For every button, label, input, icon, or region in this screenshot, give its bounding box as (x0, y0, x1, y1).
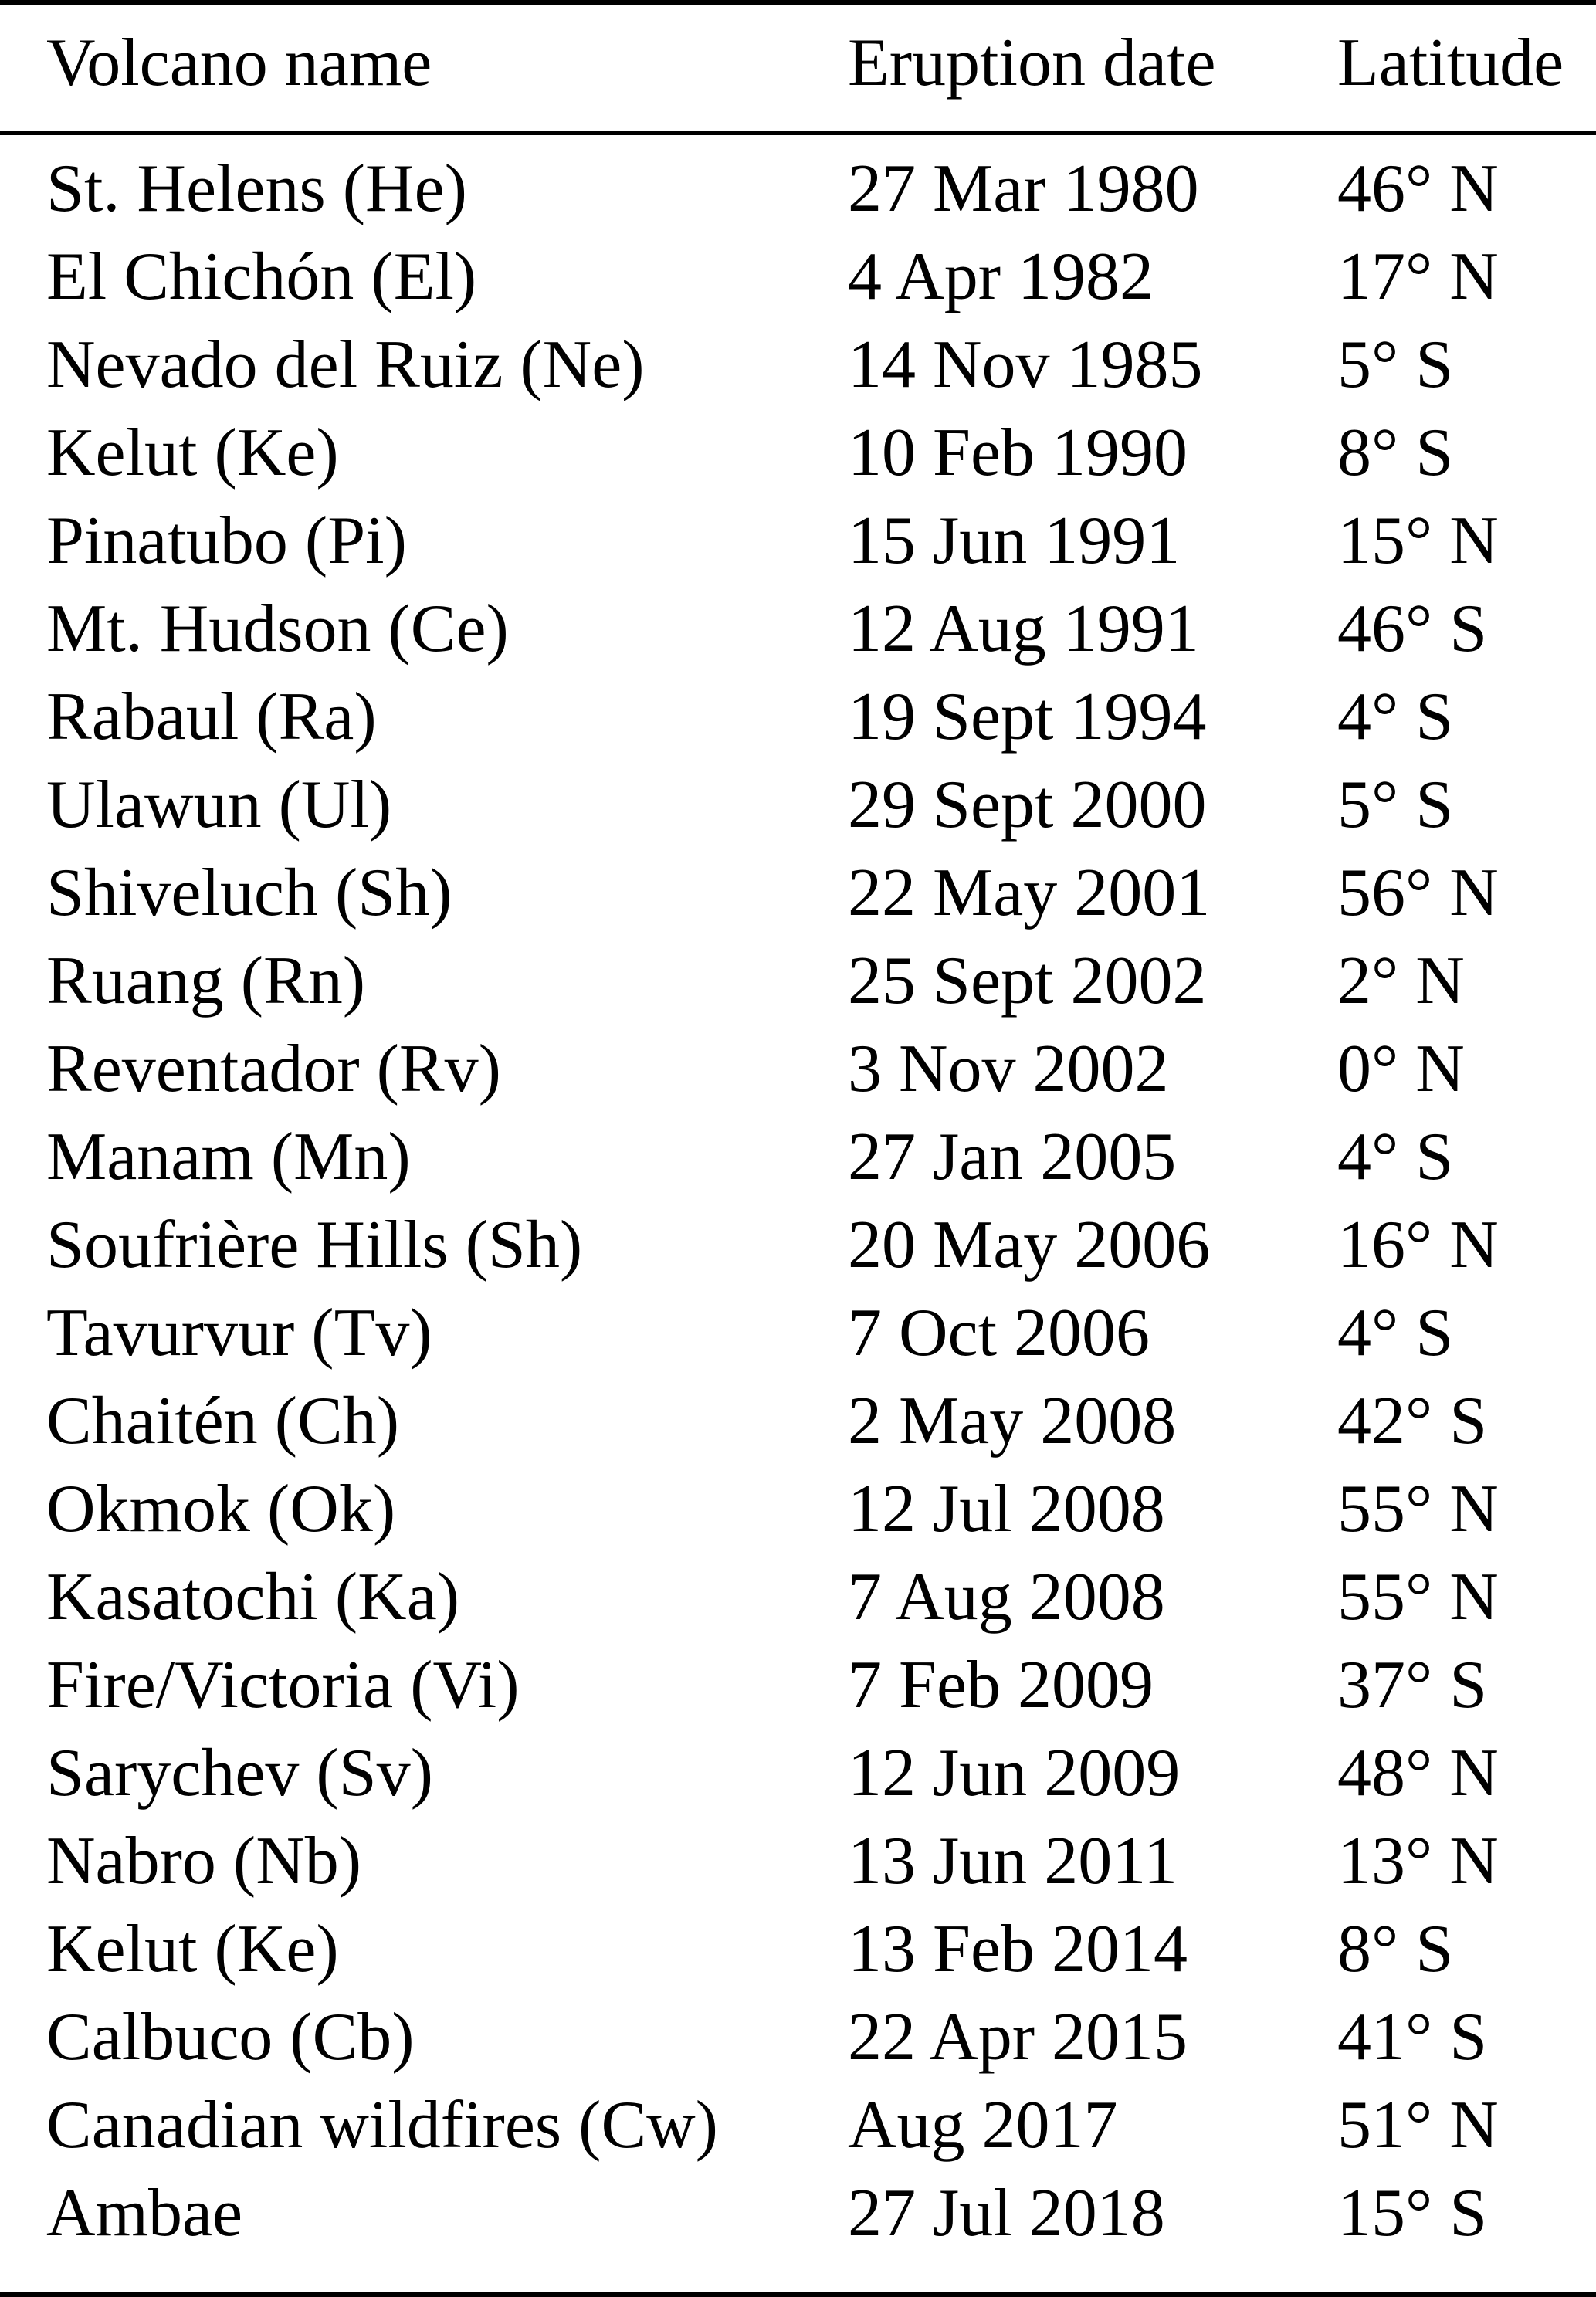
latitude-cell: 17° N (1337, 239, 1499, 314)
table-row (0, 1818, 1596, 1906)
table-row (0, 1377, 1596, 1465)
eruption-date-cell: 7 Aug 2008 (848, 1560, 1165, 1635)
volcano-name-cell: Manam (Mn) (46, 1120, 411, 1194)
latitude-cell: 4° S (1337, 1120, 1454, 1194)
eruption-date-cell: 19 Sept 1994 (848, 679, 1207, 754)
volcano-name-cell: St. Helens (He) (46, 151, 467, 226)
volcano-name-cell: Ulawun (Ul) (46, 767, 392, 842)
table-row (0, 761, 1596, 849)
latitude-cell: 37° S (1337, 1648, 1488, 1723)
volcano-name-cell: Calbuco (Cb) (46, 2000, 415, 2075)
table-row (0, 849, 1596, 937)
latitude-cell: 4° S (1337, 1296, 1454, 1370)
table-header-row (0, 2, 1596, 134)
latitude-cell: 16° N (1337, 1208, 1499, 1282)
eruption-date-cell: 12 Jun 2009 (848, 1736, 1181, 1811)
eruption-date-cell: 7 Oct 2006 (848, 1296, 1150, 1370)
table-row (0, 585, 1596, 673)
eruption-date-cell: 27 Mar 1980 (848, 151, 1199, 226)
table-row (0, 1025, 1596, 1113)
table-header (0, 2, 1596, 134)
table-row (0, 1289, 1596, 1377)
table-row (0, 673, 1596, 761)
table-row (0, 134, 1596, 234)
eruption-date-cell: 13 Feb 2014 (848, 1912, 1188, 1987)
eruption-date-cell: 12 Jul 2008 (848, 1472, 1165, 1547)
latitude-cell: 15° N (1337, 503, 1499, 578)
table-row (0, 497, 1596, 585)
volcano-name-cell: Tavurvur (Tv) (46, 1296, 432, 1370)
table-row (0, 937, 1596, 1025)
eruption-date-cell: 10 Feb 1990 (848, 415, 1188, 490)
table-row (0, 1994, 1596, 2082)
table-row (0, 2170, 1596, 2295)
latitude-cell: 48° N (1337, 1736, 1499, 1811)
latitude-cell: 8° S (1337, 415, 1454, 490)
column-header-volcano-name: Volcano name (0, 2, 848, 134)
latitude-cell: 56° N (1337, 855, 1499, 930)
eruption-date-cell: 20 May 2006 (848, 1208, 1211, 1282)
volcano-name-cell: Fire/Victoria (Vi) (46, 1648, 520, 1723)
latitude-cell: 46° N (1337, 151, 1499, 226)
table-row (0, 233, 1596, 321)
volcano-name-cell: Okmok (Ok) (46, 1472, 396, 1547)
table-row (0, 321, 1596, 409)
latitude-cell: 55° N (1337, 1560, 1499, 1635)
eruption-date-cell: 4 Apr 1982 (848, 239, 1154, 314)
volcano-name-cell: Shiveluch (Sh) (46, 855, 452, 930)
volcano-name-cell: Nabro (Nb) (46, 1824, 362, 1899)
latitude-cell: 41° S (1337, 2000, 1488, 2075)
eruption-date-cell: 27 Jul 2018 (848, 2176, 1165, 2251)
volcano-name-cell: Ambae (46, 2176, 243, 2251)
eruption-date-cell: 22 Apr 2015 (848, 2000, 1188, 2075)
table-row (0, 1201, 1596, 1289)
latitude-cell: 55° N (1337, 1472, 1499, 1547)
table-row (0, 1906, 1596, 1994)
eruption-date-cell: 27 Jan 2005 (848, 1120, 1177, 1194)
volcano-name-cell: Soufrière Hills (Sh) (46, 1208, 583, 1282)
latitude-cell: 42° S (1337, 1384, 1488, 1458)
volcano-name-cell: Kasatochi (Ka) (46, 1560, 460, 1635)
table-row (0, 1113, 1596, 1201)
table-body (0, 134, 1596, 2295)
latitude-cell: 13° N (1337, 1824, 1499, 1899)
eruption-date-cell: 14 Nov 1985 (848, 327, 1203, 402)
table-row (0, 1553, 1596, 1641)
eruption-date-cell: 15 Jun 1991 (848, 503, 1181, 578)
table-row (0, 1641, 1596, 1730)
column-header-latitude: Latitude (1337, 2, 1596, 134)
eruption-date-cell: 13 Jun 2011 (848, 1824, 1178, 1899)
latitude-cell: 5° S (1337, 327, 1454, 402)
volcano-name-cell: Nevado del Ruiz (Ne) (46, 327, 645, 402)
table-row (0, 409, 1596, 497)
volcano-name-cell: Mt. Hudson (Ce) (46, 591, 509, 666)
volcano-name-cell: El Chichón (El) (46, 239, 477, 314)
eruption-date-cell: 29 Sept 2000 (848, 767, 1207, 842)
volcano-name-cell: Ruang (Rn) (46, 944, 366, 1018)
table-row (0, 2082, 1596, 2170)
latitude-cell: 8° S (1337, 1912, 1454, 1987)
volcano-name-cell: Canadian wildfires (Cw) (46, 2088, 718, 2163)
eruption-date-cell: 3 Nov 2002 (848, 1032, 1169, 1106)
eruption-date-cell: 22 May 2001 (848, 855, 1211, 930)
eruption-date-cell: Aug 2017 (848, 2088, 1118, 2163)
eruption-date-cell: 12 Aug 1991 (848, 591, 1199, 666)
volcano-name-cell: Pinatubo (Pi) (46, 503, 407, 578)
volcano-name-cell: Sarychev (Sv) (46, 1736, 433, 1811)
latitude-cell: 51° N (1337, 2088, 1499, 2163)
volcano-name-cell: Kelut (Ke) (46, 415, 339, 490)
table-row (0, 1730, 1596, 1818)
column-header-eruption-date: Eruption date (848, 2, 1337, 134)
latitude-cell: 4° S (1337, 679, 1454, 754)
latitude-cell: 0° N (1337, 1032, 1465, 1106)
eruption-date-cell: 7 Feb 2009 (848, 1648, 1154, 1723)
eruption-date-cell: 2 May 2008 (848, 1384, 1177, 1458)
eruption-date-cell: 25 Sept 2002 (848, 944, 1207, 1018)
latitude-cell: 2° N (1337, 944, 1465, 1018)
latitude-cell: 5° S (1337, 767, 1454, 842)
latitude-cell: 46° S (1337, 591, 1488, 666)
volcano-name-cell: Rabaul (Ra) (46, 679, 377, 754)
volcano-name-cell: Kelut (Ke) (46, 1912, 339, 1987)
table-row (0, 1465, 1596, 1553)
latitude-cell: 15° S (1337, 2176, 1488, 2251)
volcano-name-cell: Reventador (Rv) (46, 1032, 501, 1106)
volcano-name-cell: Chaitén (Ch) (46, 1384, 400, 1458)
